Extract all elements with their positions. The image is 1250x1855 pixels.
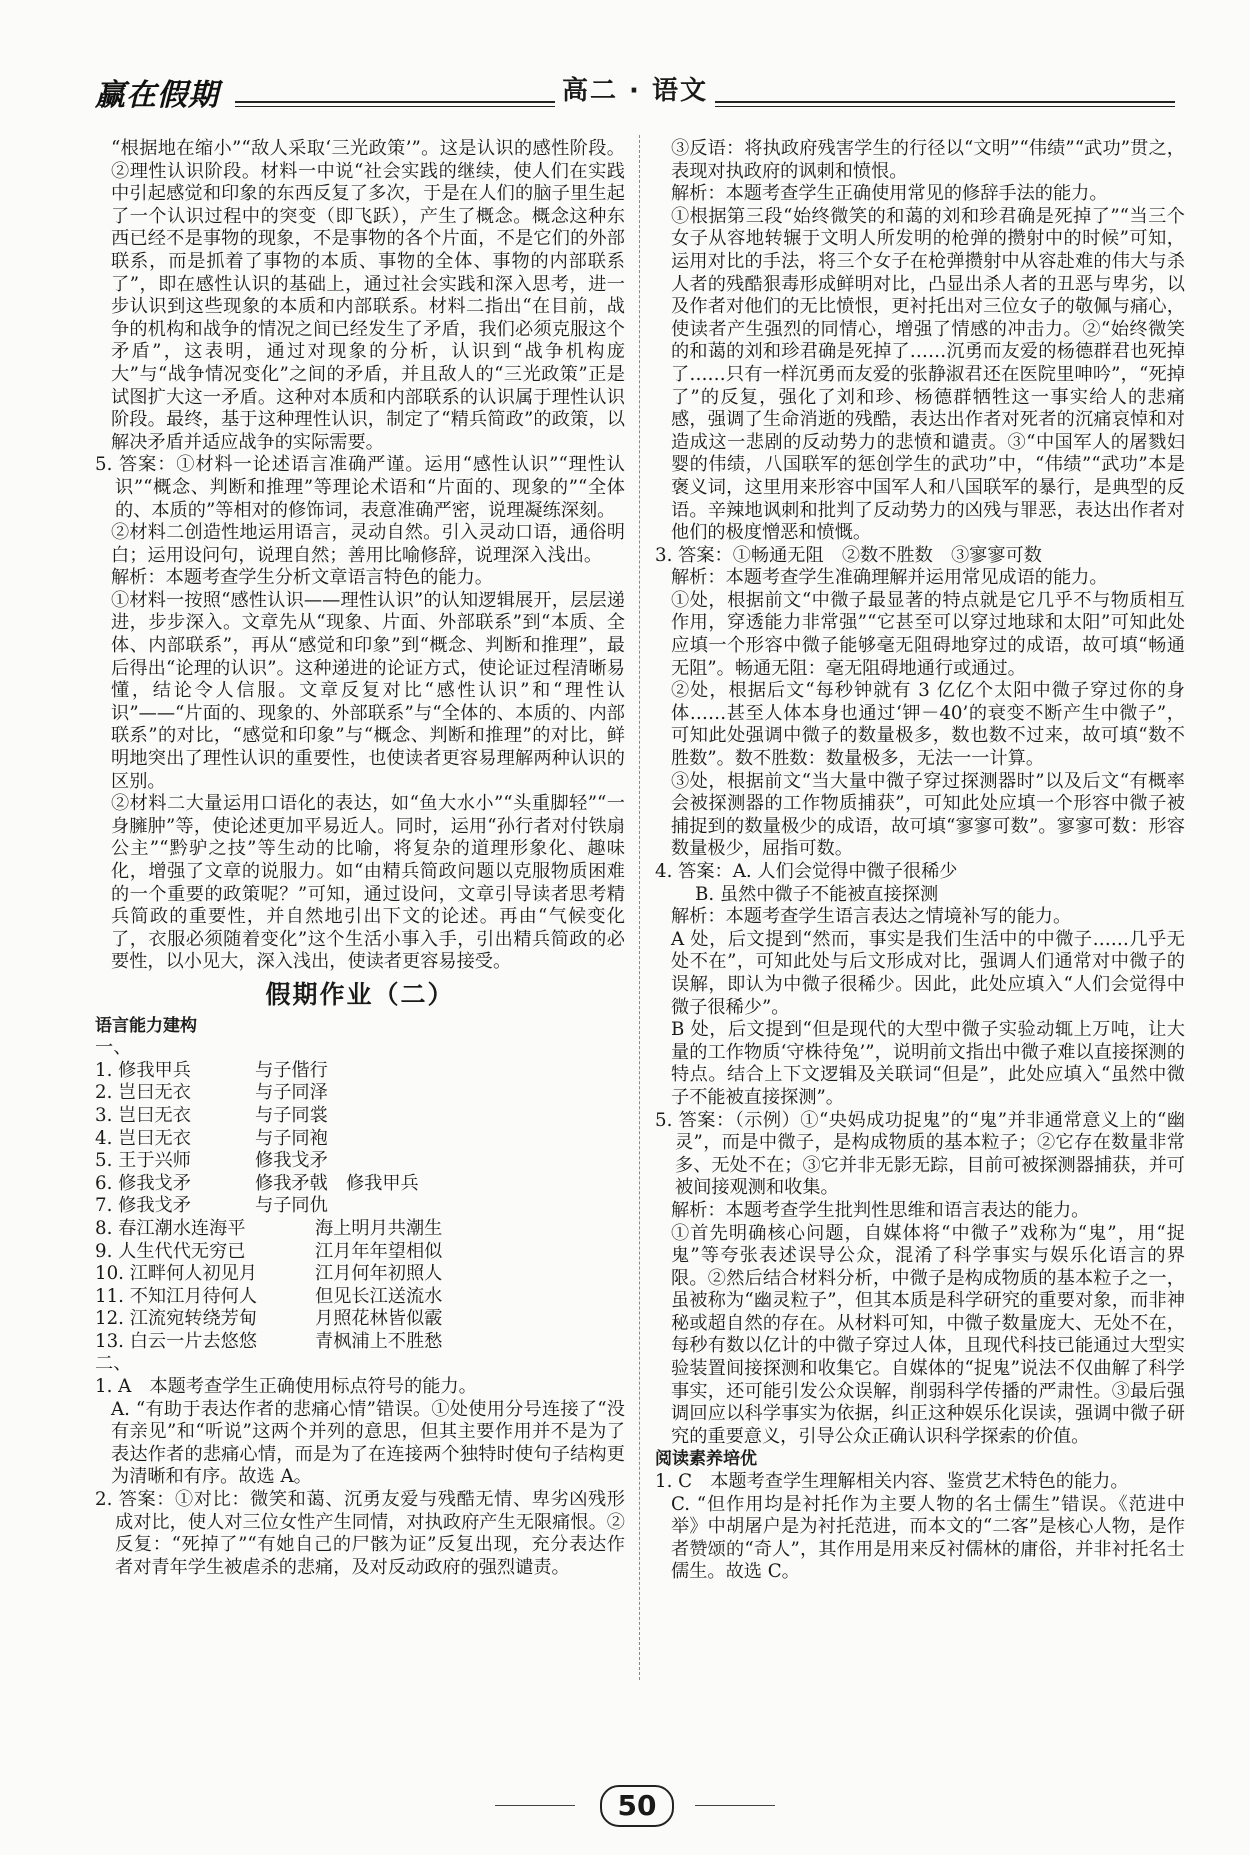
answer-5: 5. 答案：（示例）①“央妈成功捉鬼”的“鬼”并非通常意义上的“幽灵”，而是中微子，是构成物质的基本粒子；②它存在数量非常多、无处不在；③它并非无影无踪，目前可被探测器捕获，并可被间接观测和收集。 bbox=[655, 1109, 1185, 1199]
answer-3: 3. 答案：①畅通无阻 ②数不胜数 ③寥寥可数 bbox=[655, 544, 1042, 566]
subsection-title: 阅读素养培优 bbox=[655, 1449, 757, 1470]
page-title: 高二 · 语文 bbox=[555, 70, 715, 107]
footer-rule bbox=[495, 1805, 575, 1806]
page-footer bbox=[95, 1785, 1175, 1825]
explanation: 解析：本题考查学生准确理解并运用常见成语的能力。 bbox=[671, 567, 1108, 589]
list-item: 3. 岂曰无衣 与子同裳 bbox=[95, 1104, 328, 1126]
paragraph: ①根据第三段“始终微笑的和蔼的刘和珍君确是死掉了”“当三个女子从容地转辗于文明人所发明的枪弹的攒射中的时候”可知，运用对比的手法，将三个女子在枪弹攒射中从容赴难的伟大与杀人者的残酷狠毒形成鲜明对比，凸显出杀人者的丑恶与卑劣，以及作者对他们的无比愤恨，更衬托出对三位女子的敬佩与痛心，使读者产生强烈的同情心，增强了情感的冲击力。②“始终微笑的和蔼的刘和珍君确是死掉了……沉勇而友爱的杨德群君也死掉了……只有一样沉勇而友爱的张静淑君还在医院里呻吟”，“死掉了”的反复，强化了刘和珍、杨德群牺牲这一事实给人的悲痛感，强调了生命消逝的残酷，表达出作者对死者的沉痛哀悼和对造成这一悲剧的反动势力的悲愤和谴责。③“中国军人的屠戮妇婴的伟绩，八国联军的惩创学生的武功”中，“伟绩”“武功”本是褒义词，这里用来形容中国军人和八国联军的暴行，是典型的反语。辛辣地讽刺和批判了反动势力的凶残与罪恶，表达出作者对他们的极度憎恶和愤慨。 bbox=[671, 205, 1185, 544]
page-number: 50 bbox=[600, 1785, 674, 1827]
list-item: 6. 修我戈矛 修我矛戟 修我甲兵 bbox=[95, 1172, 419, 1194]
brand-logo: 赢在假期 bbox=[95, 78, 219, 113]
column-divider bbox=[639, 135, 640, 1680]
list-item: 4. 岂曰无衣 与子同袍 bbox=[95, 1127, 328, 1149]
paragraph: “根据地在缩小”“敌人采取‘三光政策’”。这是认识的感性阶段。②理性认识阶段。材料一中说“社会实践的继续，使人们在实践中引起感觉和印象的东西反复了多次，于是在人们的脑子里生起了一个认识过程中的突变（即飞跃），产生了概念。概念这种东西已经不是事物的现象，不是事物的各个片面，不是它们的外部联系，而是抓着了事物的本质、事物的全体、事物的内部联系了”，即在感性认识的基础上，通过社会实践和深入思考，进一步认识到这些现象的本质和内部联系。材料二指出“在目前，战争的机构和战争的情况之间已经发生了矛盾，我们必须克服这个矛盾”，这表明，通过对现象的分析，认识到“战争机构庞大”与“战争情况变化”之间的矛盾，并且敌人的“三光政策”正是试图扩大这一矛盾。这种对本质和内部联系的认识属于理性认识阶段。最终，基于这种理性认识，制定了“精兵简政”的政策，以解决矛盾并适应战争的实际需要。 bbox=[111, 138, 625, 453]
answer-list bbox=[95, 1060, 625, 1354]
explanation: 解析：本题考查学生正确使用常见的修辞手法的能力。 bbox=[671, 183, 1108, 205]
list-item: 9. 人生代代无穷已 江月年年望相似 bbox=[95, 1240, 443, 1262]
question-1-explanation: A. “有助于表达作者的悲痛心情”错误。①处使用分号连接了“没有亲见”和“听说”这两个并列的意思，但其主要作用并不是为了表达作者的悲痛心情，而是为了在连接两个独特时使句子结构更为清晰和有序。故选 A。 bbox=[111, 1398, 625, 1488]
paragraph: ①首先明确核心问题，自媒体将“中微子”戏称为“鬼”，用“捉鬼”等夸张表述误导公众，混淆了科学事实与娱乐化语言的界限。②然后结合材料分析，中微子是构成物质的基本粒子之一，虽被称为“幽灵粒子”，但其本质是科学研究的重要对象，而非神秘或超自然的存在。从材料可知，中微子数量庞大、无处不在，每秒有数以亿计的中微子穿过人体，且现代科技已能通过大型实验装置间接探测和收集它。自媒体的“捉鬼”说法不仅曲解了科学事实，还可能引发公众误解，削弱科学传播的严肃性。③最后强调回应以科学事实为依据，纠正这种娱乐化误读，强调中微子研究的重要意义，引导公众正确认识科学探索的价值。 bbox=[671, 1222, 1185, 1447]
paragraph: B 处，后文提到“但是现代的大型中微子实验动辄上万吨，让大量的工作物质‘守株待兔’”，说明前文指出中微子难以直接探测的特点。结合上下文逻辑及关联词“但是”，此处应填入“虽然中微子不能被直接探测”。 bbox=[671, 1019, 1185, 1108]
paragraph: ①处，根据前文“中微子最显著的特点就是它几乎不与物质相互作用，穿透能力非常强”“它甚至可以穿过地球和太阳”可知此处应填一个形容中微子能够毫无阻碍地穿过的成语，故可填“畅通无阻”。畅通无阻：毫无阻碍地通行或通过。 bbox=[671, 589, 1185, 679]
question-1: 1. A 本题考查学生正确使用标点符号的能力。 bbox=[95, 1376, 477, 1398]
paragraph: ③处，根据前文“当大量中微子穿过探测器时”以及后文“有概率会被探测器的工作物质捕获”，可知此处应填一个形容中微子被捕捉到的数量极少的成语，故可填“寥寥可数”。寥寥可数：形容数量极少，屈指可数。 bbox=[671, 770, 1185, 860]
footer-rule bbox=[695, 1805, 775, 1806]
part-heading: 二、 bbox=[95, 1353, 132, 1375]
explanation: 解析：本题考查学生批判性思维和语言表达的能力。 bbox=[671, 1199, 1090, 1221]
paragraph: A 处，后文提到“然而，事实是我们生活中的中微子……几乎无处不在”，可知此处与后文形成对比，强调人们通常对中微子的误解，即认为中微子很稀少。因此，此处应填入“人们会觉得中微子很稀少”。 bbox=[671, 928, 1185, 1018]
right-column bbox=[655, 138, 1185, 1584]
answer-4-b: B. 虽然中微子不能被直接探测 bbox=[695, 883, 939, 905]
explanation-5: 解析：本题考查学生分析文章语言特色的能力。 bbox=[111, 567, 493, 589]
subsection-title: 语言能力建构 bbox=[95, 1015, 197, 1036]
list-item: 13. 白云一片去悠悠 青枫浦上不胜愁 bbox=[95, 1330, 443, 1352]
list-item: 8. 春江潮水连海平 海上明月共潮生 bbox=[95, 1217, 443, 1239]
answer-4: 4. 答案：A. 人们会觉得中微子很稀少 bbox=[655, 861, 958, 882]
list-item: 12. 江流宛转绕芳甸 月照花林皆似霰 bbox=[95, 1308, 443, 1330]
answer-2: 2. 答案：①对比：微笑和蔼、沉勇友爱与残酷无情、卑劣凶残形成对比，使人对三位女性产生同情，对执政府产生无限痛恨。②反复：“死掉了”“有她自己的尸骸为证”反复出现，充分表达作者对青年学生被虐杀的悲痛，及对反动政府的强烈谴责。 bbox=[95, 1489, 625, 1578]
paragraph: C. “但作用均是衬托作为主要人物的名士儒生”错误。《范进中举》中胡屠户是为衬托范进，而本文的“二客”是核心人物，是作者赞颂的“奇人”，其作用是用来反衬儒林的庸俗，并非衬托名士儒生。故选 C。 bbox=[671, 1493, 1185, 1583]
list-item: 1. 修我甲兵 与子偕行 bbox=[95, 1059, 328, 1081]
list-item: 5. 王于兴师 修我戈矛 bbox=[95, 1150, 328, 1172]
section-title: 假期作业（二） bbox=[265, 979, 455, 1009]
list-item: 2. 岂曰无衣 与子同泽 bbox=[95, 1082, 328, 1104]
page-header bbox=[95, 70, 1175, 113]
explanation-5-part2: ②材料二大量运用口语化的表达，如“鱼大水小”“头重脚轻”“一身臃肿”等，使论述更加平易近人。同时，运用“孙行者对付铁扇公主”“黔驴之技”等生动的比喻，将复杂的道理形象化、趣味化，增强了文章的说服力。如“由精兵简政问题以克服物质困难的一个重要的政策呢？”可知，通过设问，文章引导读者思考精兵简政的重要性，并自然地引出下文的论述。再由“气候变化了，衣服必须随着变化”这个生活小事入手，引出精兵简政的必要性，以小见大，深入浅出，使读者更容易接受。 bbox=[111, 793, 625, 973]
question-1: 1. C 本题考查学生理解相关内容、鉴赏艺术特色的能力。 bbox=[655, 1471, 1129, 1493]
list-item: 11. 不知江月待何人 但见长江送流水 bbox=[95, 1285, 443, 1307]
explanation: 解析：本题考查学生语言表达之情境补写的能力。 bbox=[671, 906, 1072, 928]
list-item: 7. 修我戈矛 与子同仇 bbox=[95, 1195, 328, 1217]
answer-5: 5. 答案：①材料一论述语言准确严谨。运用“感性认识”“理性认识”“概念、判断和推理”等理论术语和“片面的、现象的”“全体的、本质的”等相对的修饰词，表意准确严密，说理凝练深刻。 bbox=[95, 454, 625, 521]
part-heading: 一、 bbox=[95, 1037, 132, 1059]
explanation-5-part1: ①材料一按照“感性认识——理性认识”的认知逻辑展开，层层递进，步步深入。文章先从“现象、片面、外部联系”到“本质、全体、内部联系”，再从“感觉和印象”到“概念、判断和推理”，最后得出“论理的认识”。这种递进的论证方式，使论证过程清晰易懂，结论令人信服。文章反复对比“感性认识”和“理性认识”——“片面的、现象的、外部联系”与“全体的、本质的、内部联系”的对比，“感觉和印象”与“概念、判断和推理”的对比，鲜明地突出了理性认识的重要性，也使读者更容易理解两种认识的区别。 bbox=[111, 589, 625, 792]
list-item: 10. 江畔何人初见月 江月何年初照人 bbox=[95, 1263, 443, 1285]
paragraph: ②处，根据后文“每秒钟就有 3 亿亿个太阳中微子穿过你的身体……甚至人体本身也通过‘钾－40’的衰变不断产生中微子”，可知此处强调中微子的数量极多，数也数不过来，故可填“数不胜数”。数不胜数：数量极多，无法一一计算。 bbox=[671, 680, 1185, 770]
left-column bbox=[95, 138, 625, 1579]
answer-5-part2: ②材料二创造性地运用语言，灵动自然。引入灵动口语，通俗明白；运用设问句，说理自然；善用比喻修辞，说理深入浅出。 bbox=[111, 522, 625, 566]
paragraph: ③反语：将执政府残害学生的行径以“文明”“伟绩”“武功”贯之，表现对执政府的讽刺和愤恨。 bbox=[671, 138, 1185, 182]
